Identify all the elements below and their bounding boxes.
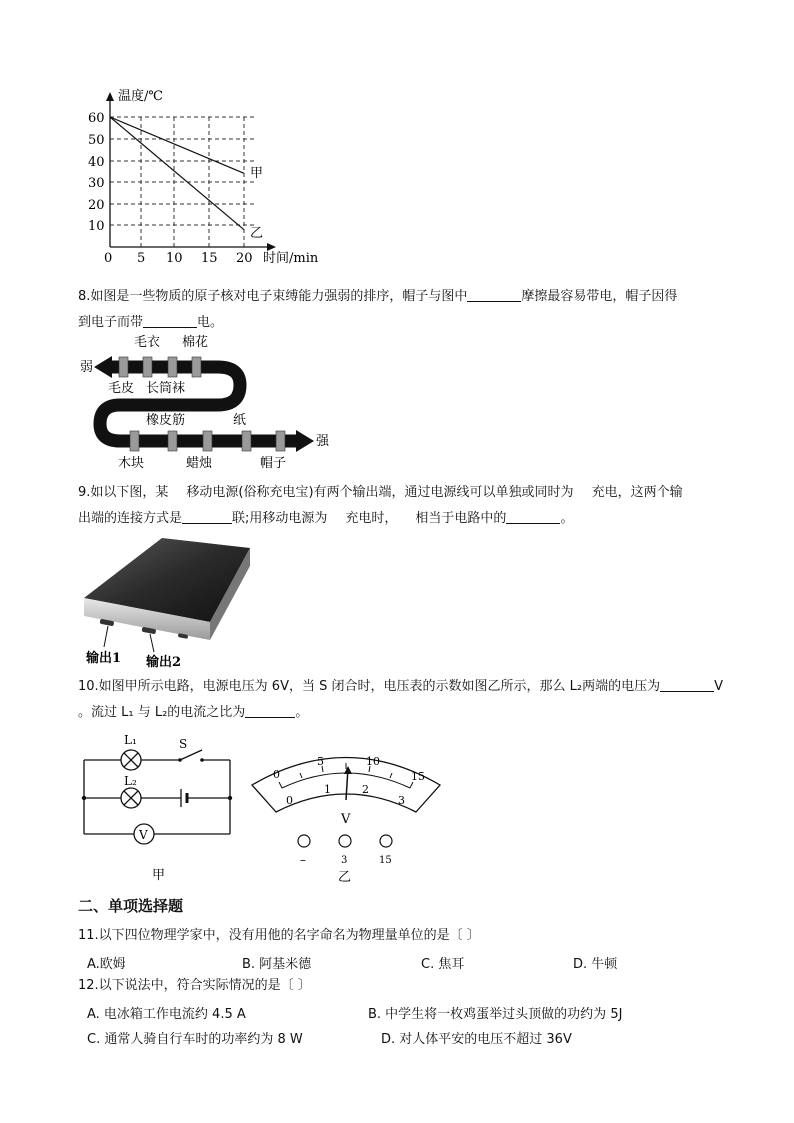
pointer-line-1 [104, 626, 108, 647]
upper-scale-10: 10 [366, 755, 380, 768]
marker-mukuai [130, 431, 139, 451]
y-axis-arrow [106, 92, 114, 101]
y-tick: 40 [88, 155, 105, 170]
y-tick: 10 [88, 219, 105, 234]
marker-zhi [242, 431, 251, 451]
q12-option-a[interactable]: A. 电冰箱工作电流约 4.5 A [87, 1007, 246, 1022]
label-mukuai: 木块 [118, 456, 145, 471]
x-tick: 20 [236, 251, 253, 266]
terminal-3v [339, 835, 351, 847]
power-bank-figure [78, 534, 258, 670]
x-tick: 5 [137, 251, 146, 266]
circuit-diagram [78, 730, 240, 884]
label-changtongwa: 长筒袜 [146, 381, 186, 396]
upper-scale-15: 15 [411, 770, 425, 783]
q8-text: 电。 [197, 315, 224, 330]
section-title: 二、单项选择题 [78, 897, 184, 915]
strong-arrow-head [296, 430, 314, 452]
l1-label: L₁ [124, 733, 137, 747]
q10-text: V [714, 679, 723, 694]
switch-s [180, 750, 202, 760]
terminal-label-3: 3 [341, 855, 348, 866]
terminal-15v [380, 835, 392, 847]
q11-option-c[interactable]: C. 焦耳 [421, 957, 465, 972]
order-band [100, 367, 300, 441]
pointer-line-2 [150, 634, 154, 652]
upper-scale-5: 5 [317, 755, 324, 768]
question-9 [78, 480, 683, 532]
q12-option-c[interactable]: C. 通常人骑自行车时的功率约为 8 W [87, 1032, 303, 1047]
question-12-stem: 12.以下说法中，符合实际情况的是〔 〕 [78, 978, 311, 993]
voltmeter-letter: V [139, 828, 148, 842]
terminal-negative [298, 835, 310, 847]
l2-label: L₂ [124, 774, 137, 788]
temperature-time-graph [80, 78, 340, 268]
output-1-label: 输出1 [86, 651, 122, 666]
lower-scale-2: 2 [362, 783, 369, 796]
q11-option-a[interactable]: A.欧姆 [87, 957, 126, 972]
x-tick: 10 [166, 251, 183, 266]
series-jia-label: 甲 [250, 166, 264, 181]
graph-grid [110, 117, 255, 247]
q10-text: 。流过 L₁ 与 L₂的电流之比为 [78, 705, 246, 720]
series-yi-label: 乙 [250, 226, 264, 241]
q10-text: 10.如图甲所示电路，电源电压为 6V，当 S 闭合时，电压表的示数如图乙所示，那么 L₂两端的电压为 [78, 679, 661, 694]
meter-caption: 乙 [338, 870, 352, 885]
label-maozi: 帽子 [260, 456, 287, 471]
q9-text: 9.如以下图，某 [78, 485, 169, 500]
q9-text: 移动电源(俗称充电宝)有两个输出端，通过电源线可以单独或同时为 [186, 485, 574, 500]
label-maoyi: 毛衣 [134, 335, 161, 350]
q9-text: 相当于电路中的 [415, 511, 507, 526]
q12-option-b[interactable]: B. 中学生将一枚鸡蛋举过头顶做的功约为 5J [368, 1007, 623, 1022]
marker-maozi [276, 431, 285, 451]
voltmeter-dial-figure [246, 740, 446, 888]
q8-blank-2 [143, 313, 197, 328]
terminal-label-negative: – [300, 853, 306, 867]
y-tick: 50 [88, 133, 105, 148]
marker-maopi [119, 357, 128, 377]
q11-option-b[interactable]: B. 阿基米德 [242, 957, 312, 972]
circuit-caption: 甲 [152, 868, 166, 883]
label-zhi: 纸 [233, 413, 247, 428]
weak-arrow-head [94, 356, 112, 378]
label-maopi: 毛皮 [108, 381, 135, 396]
q9-text: 联;用移动电源为 [232, 511, 328, 526]
lower-scale-1: 1 [324, 783, 331, 796]
needle-tip [344, 766, 352, 774]
switch-contact [200, 758, 204, 762]
x-axis-arrow [267, 243, 276, 251]
q8-text: 到电子而带 [78, 315, 144, 330]
q9-text: 。 [560, 511, 574, 526]
question-10 [78, 674, 723, 726]
marker-xiangpijin [168, 431, 177, 451]
weak-label: 弱 [80, 360, 94, 375]
series-yi-line [110, 117, 244, 230]
label-lazhu: 蜡烛 [186, 456, 213, 471]
question-8 [78, 284, 677, 336]
junction-dot [82, 796, 86, 800]
lower-scale-3: 3 [398, 794, 405, 807]
q9-blank-1 [182, 509, 232, 524]
marker-maoyi [143, 357, 152, 377]
y-axis-label: 温度/℃ [118, 89, 163, 104]
q10-blank-2 [245, 703, 295, 718]
q9-blank-2 [506, 509, 560, 524]
meter-unit: V [341, 812, 351, 827]
q10-blank-1 [660, 677, 714, 692]
y-tick: 20 [88, 198, 105, 213]
electron-binding-order-figure [78, 333, 338, 475]
q9-text: 充电，这两个输 [591, 485, 683, 500]
q8-text: 摩擦最容易带电，帽子因得 [521, 289, 678, 304]
q12-option-d[interactable]: D. 对人体平安的电压不超过 36V [381, 1032, 572, 1047]
output-2-label: 输出2 [146, 655, 182, 670]
terminal-label-15: 15 [379, 855, 392, 866]
series-jia-line [110, 117, 244, 173]
q9-text: 充电时， [345, 511, 398, 526]
y-tick: 30 [88, 176, 105, 191]
question-11-stem: 11.以下四位物理学家中，没有用他的名字命名为物理量单位的是〔 〕 [78, 928, 480, 943]
switch-contact [178, 758, 182, 762]
y-tick: 60 [88, 111, 105, 126]
marker-changtongwa [168, 357, 177, 377]
x-tick: 0 [104, 251, 113, 266]
marker-mianhua [192, 357, 201, 377]
q8-text: 8.如图是一些物质的原子核对电子束缚能力强弱的排序，帽子与图中 [78, 289, 468, 304]
label-mianhua: 棉花 [182, 335, 209, 350]
q10-text: 。 [295, 705, 309, 720]
x-axis-label: 时间/min [263, 251, 319, 266]
upper-scale-0: 0 [273, 768, 280, 781]
lower-scale-0: 0 [286, 794, 293, 807]
switch-label: S [179, 737, 188, 751]
junction-dot [228, 796, 232, 800]
dial-ticks [279, 763, 413, 788]
x-tick: 15 [201, 251, 218, 266]
q8-blank-1 [467, 287, 521, 302]
label-xiangpijin: 橡皮筋 [146, 413, 186, 428]
strong-label: 强 [316, 434, 330, 449]
marker-lazhu [203, 431, 212, 451]
q9-text: 出端的连接方式是 [78, 511, 183, 526]
q11-option-d[interactable]: D. 牛顿 [573, 957, 618, 972]
